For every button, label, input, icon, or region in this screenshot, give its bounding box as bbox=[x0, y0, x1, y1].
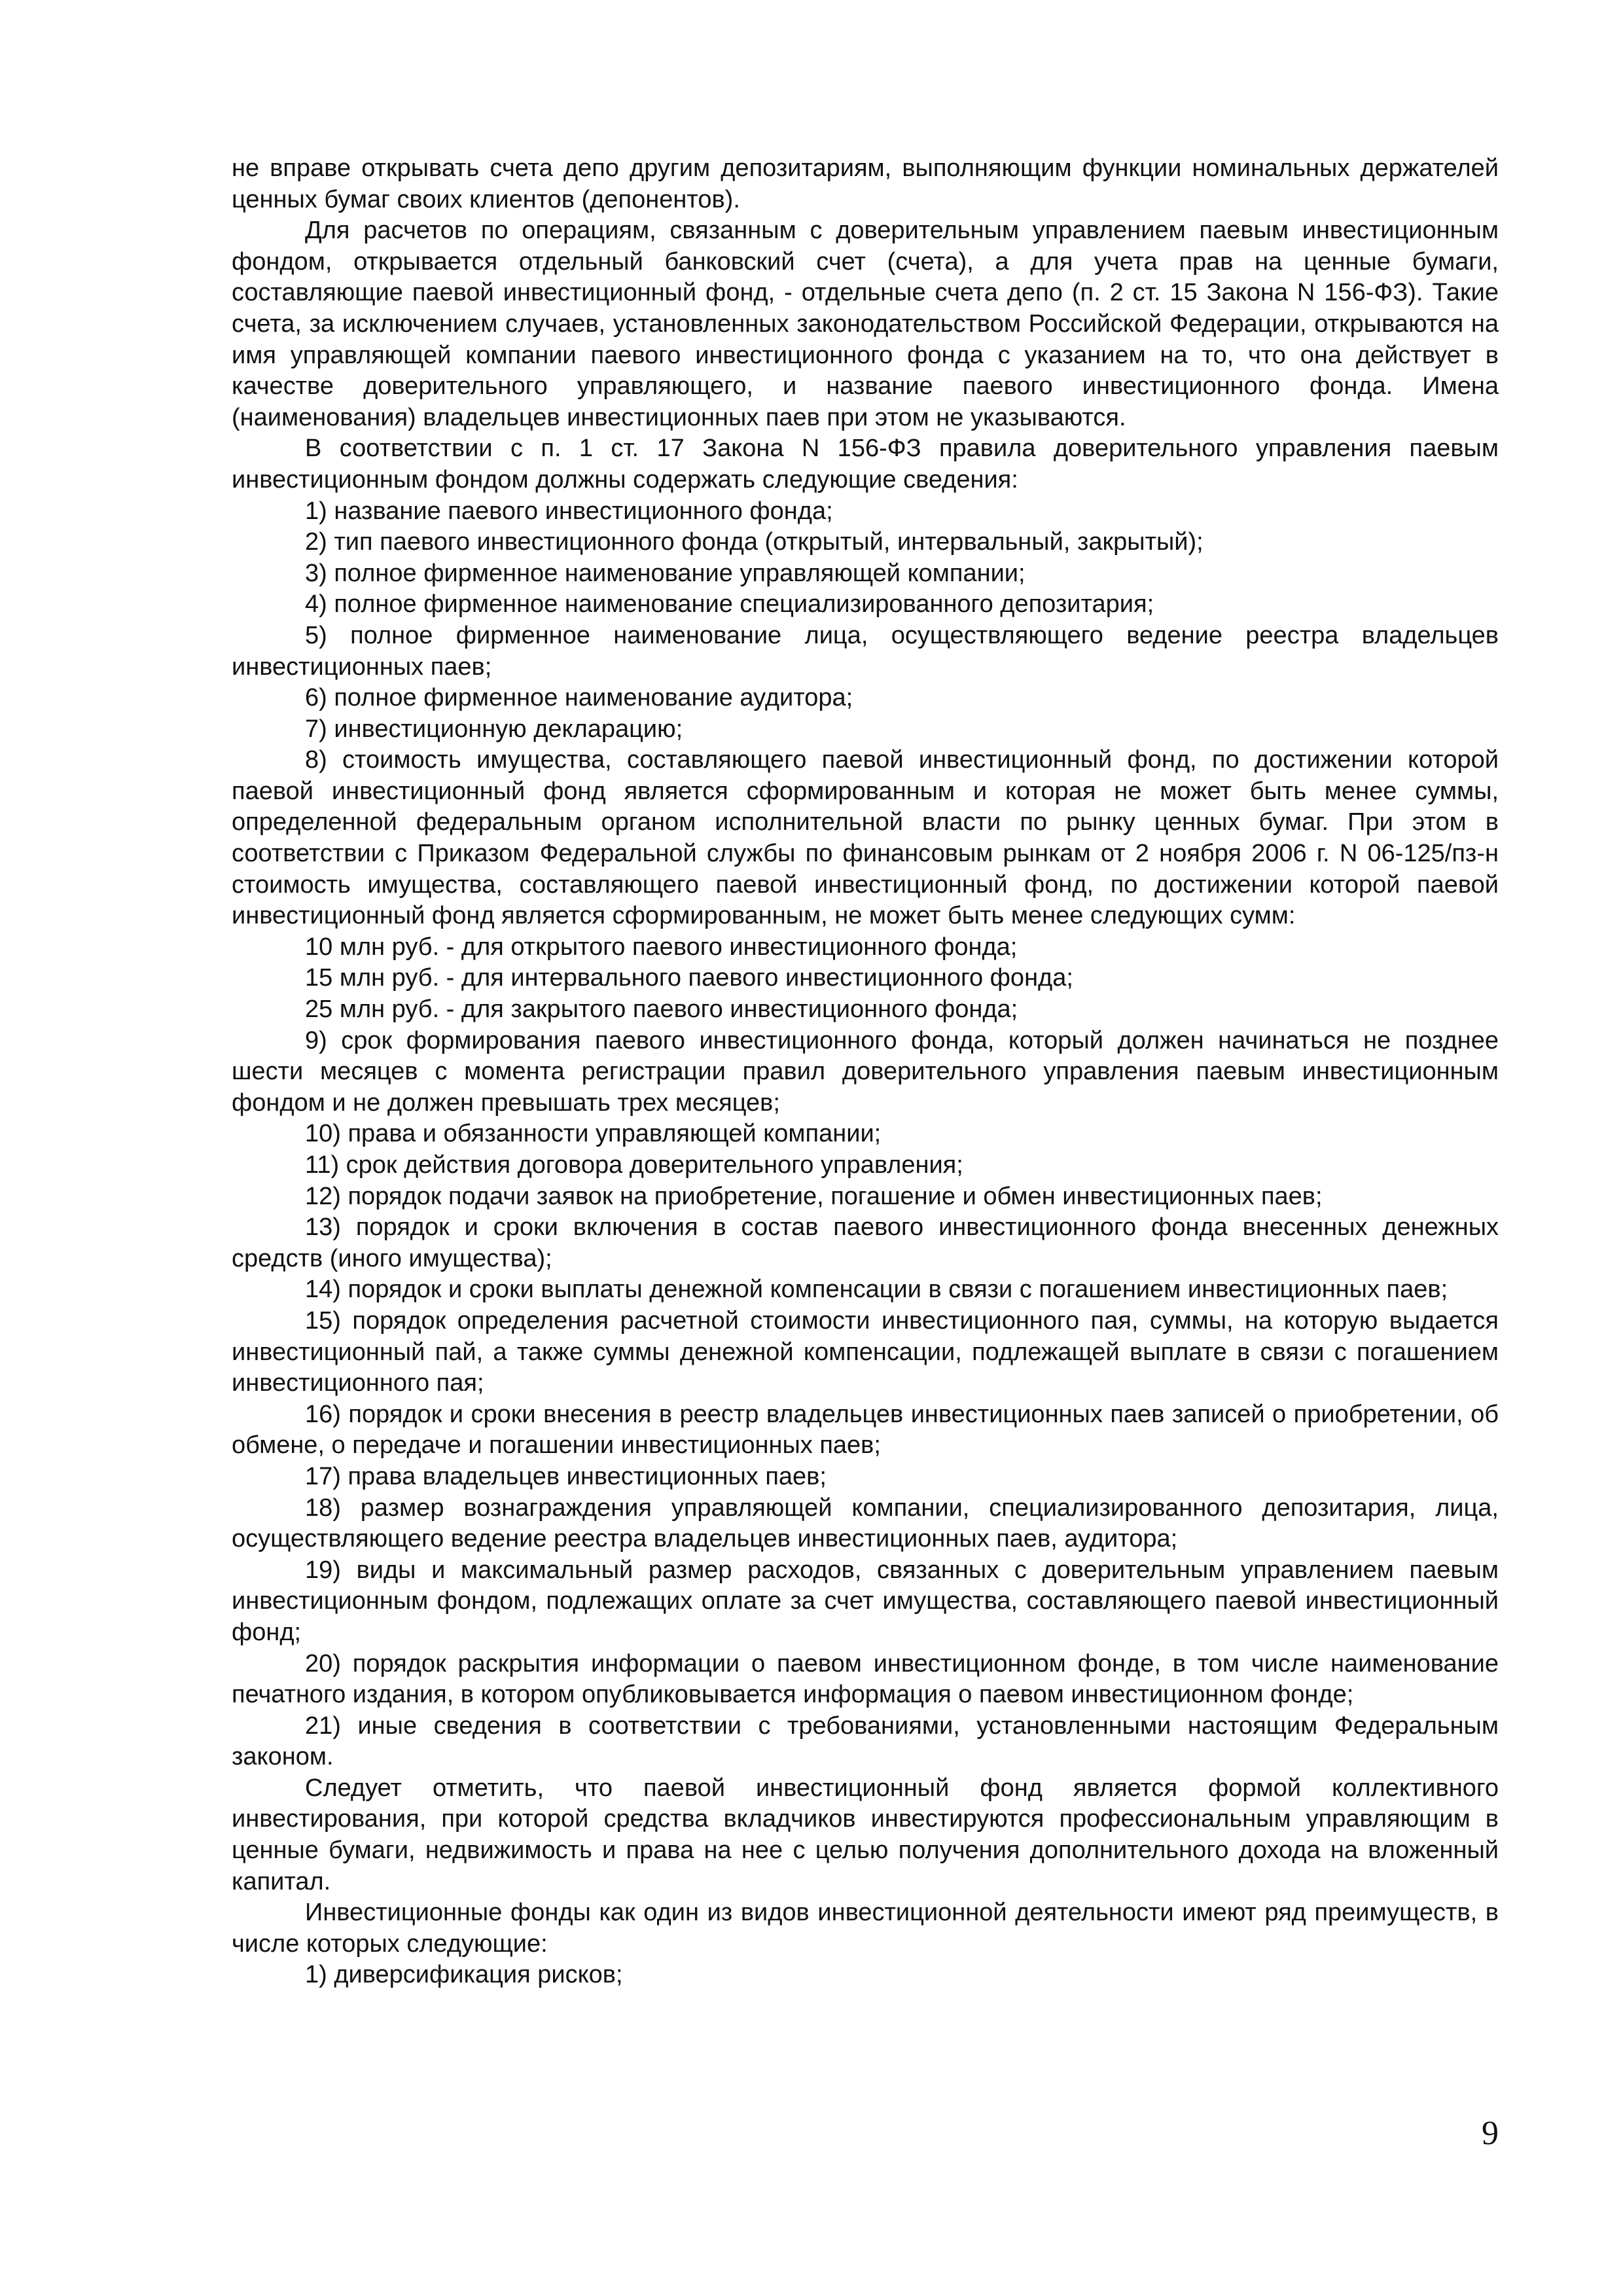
list-item: 10 млн руб. - для открытого паевого инвестиционного фонда; bbox=[305, 933, 1018, 961]
list-item: 13) порядок и сроки включения в состав паевого инвестиционного фонда внесенных денежных средств (иного имущества); bbox=[232, 1213, 1499, 1272]
list-item: 8) стоимость имущества, составляющего паевой инвестиционный фонд, по достижении которой паевой инвестиционный фонд является сформированным и которая не может быть менее суммы, определенной федеральным органом исполнительной власти по рынку ценных бумаг. При этом в соответствии с Приказом Федеральной службы по финансовым рынкам от 2 ноября 2006 г. N 06-125/пз-н стоимость имущества, составляющего паевой инвестиционный фонд, по достижении которой паевой инвестиционный фонд является сформированным, не может быть менее следующих сумм: bbox=[232, 746, 1499, 930]
list-item: 18) размер вознаграждения управляющей компании, специализированного депозитария, лица, осуществляющего ведение реестра владельцев инвестиционных паев, аудитора; bbox=[232, 1494, 1499, 1553]
paragraph: не вправе открывать счета депо другим депозитариям, выполняющим функции номинальных держателей ценных бумаг своих клиентов (депонентов). bbox=[232, 154, 1499, 213]
list-item: 20) порядок раскрытия информации о паевом инвестиционном фонде, в том числе наименование печатного издания, в котором опубликовывается информация о паевом инвестиционном фонде; bbox=[232, 1649, 1499, 1709]
list-item: 25 млн руб. - для закрытого паевого инвестиционного фонда; bbox=[305, 996, 1018, 1024]
list-item: 1) диверсификация рисков; bbox=[305, 1961, 623, 1989]
list-item: 16) порядок и сроки внесения в реестр владельцев инвестиционных паев записей о приобретении, об обмене, о передаче и погашении инвестиционных паев; bbox=[232, 1400, 1499, 1460]
list-item: 12) порядок подачи заявок на приобретение, погашение и обмен инвестиционных паев; bbox=[305, 1182, 1323, 1210]
list-item: 15) порядок определения расчетной стоимости инвестиционного пая, суммы, на которую выдается инвестиционный пай, а также суммы денежной компенсации, подлежащей выплате в связи с погашением инвестиционного пая; bbox=[232, 1306, 1499, 1397]
list-item: 19) виды и максимальный размер расходов, связанных с доверительным управлением паевым инвестиционным фондом, подлежащих оплате за счет имущества, составляющего паевой инвестиционный фонд; bbox=[232, 1556, 1499, 1646]
list-item: 21) иные сведения в соответствии с требованиями, установленными настоящим Федеральным законом. bbox=[232, 1712, 1499, 1771]
list-item: 2) тип паевого инвестиционного фонда (открытый, интервальный, закрытый); bbox=[305, 528, 1204, 556]
list-item: 15 млн руб. - для интервального паевого инвестиционного фонда; bbox=[305, 964, 1073, 992]
list-item: 11) срок действия договора доверительного управления; bbox=[305, 1151, 963, 1179]
list-item: 9) срок формирования паевого инвестиционного фонда, который должен начинаться не позднее шести месяцев с момента регистрации правил доверительного управления паевым инвестиционным фондом и не должен превышать трех месяцев; bbox=[232, 1026, 1499, 1117]
paragraph: Инвестиционные фонды как один из видов инвестиционной деятельности имеют ряд преимуществ, в числе которых следующие: bbox=[232, 1899, 1499, 1958]
list-item: 6) полное фирменное наименование аудитора; bbox=[305, 684, 853, 712]
list-item: 10) права и обязанности управляющей компании; bbox=[305, 1120, 882, 1148]
list-item: 17) права владельцев инвестиционных паев; bbox=[305, 1462, 827, 1490]
body-text bbox=[232, 153, 1499, 1991]
list-item: 1) название паевого инвестиционного фонда; bbox=[305, 497, 833, 525]
list-item: 4) полное фирменное наименование специализированного депозитария; bbox=[305, 590, 1154, 619]
paragraph: Для расчетов по операциям, связанным с доверительным управлением паевым инвестиционным фондом, открывается отдельный банковский счет (счета), а для учета прав на ценные бумаги, составляющие паевой инвестиционный фонд, - отдельные счета депо (п. 2 ст. 15 Закона N 156-ФЗ). Такие счета, за исключением случаев, установленных законодательством Российской Федерации, открываются на имя управляющей компании паевого инвестиционного фонда с указанием на то, что она действует в качестве доверительного управляющего, и название паевого инвестиционного фонда. Имена (наименования) владельцев инвестиционных паев при этом не указываются. bbox=[232, 217, 1499, 431]
list-item: 7) инвестиционную декларацию; bbox=[305, 715, 683, 743]
paragraph: Следует отметить, что паевой инвестиционный фонд является формой коллективного инвестирования, при которой средства вкладчиков инвестируются профессиональным управляющим в ценные бумаги, недвижимость и права на нее с целью получения дополнительного дохода на вложенный капитал. bbox=[232, 1774, 1499, 1895]
list-item: 5) полное фирменное наименование лица, осуществляющего ведение реестра владельцев инвестиционных паев; bbox=[232, 621, 1499, 681]
list-item: 3) полное фирменное наименование управляющей компании; bbox=[305, 559, 1026, 587]
paragraph: В соответствии с п. 1 ст. 17 Закона N 156-ФЗ правила доверительного управления паевым инвестиционным фондом должны содержать следующие сведения: bbox=[232, 435, 1499, 493]
list-item: 14) порядок и сроки выплаты денежной компенсации в связи с погашением инвестиционных паев; bbox=[305, 1276, 1448, 1304]
page-number: 9 bbox=[1482, 2115, 1499, 2152]
